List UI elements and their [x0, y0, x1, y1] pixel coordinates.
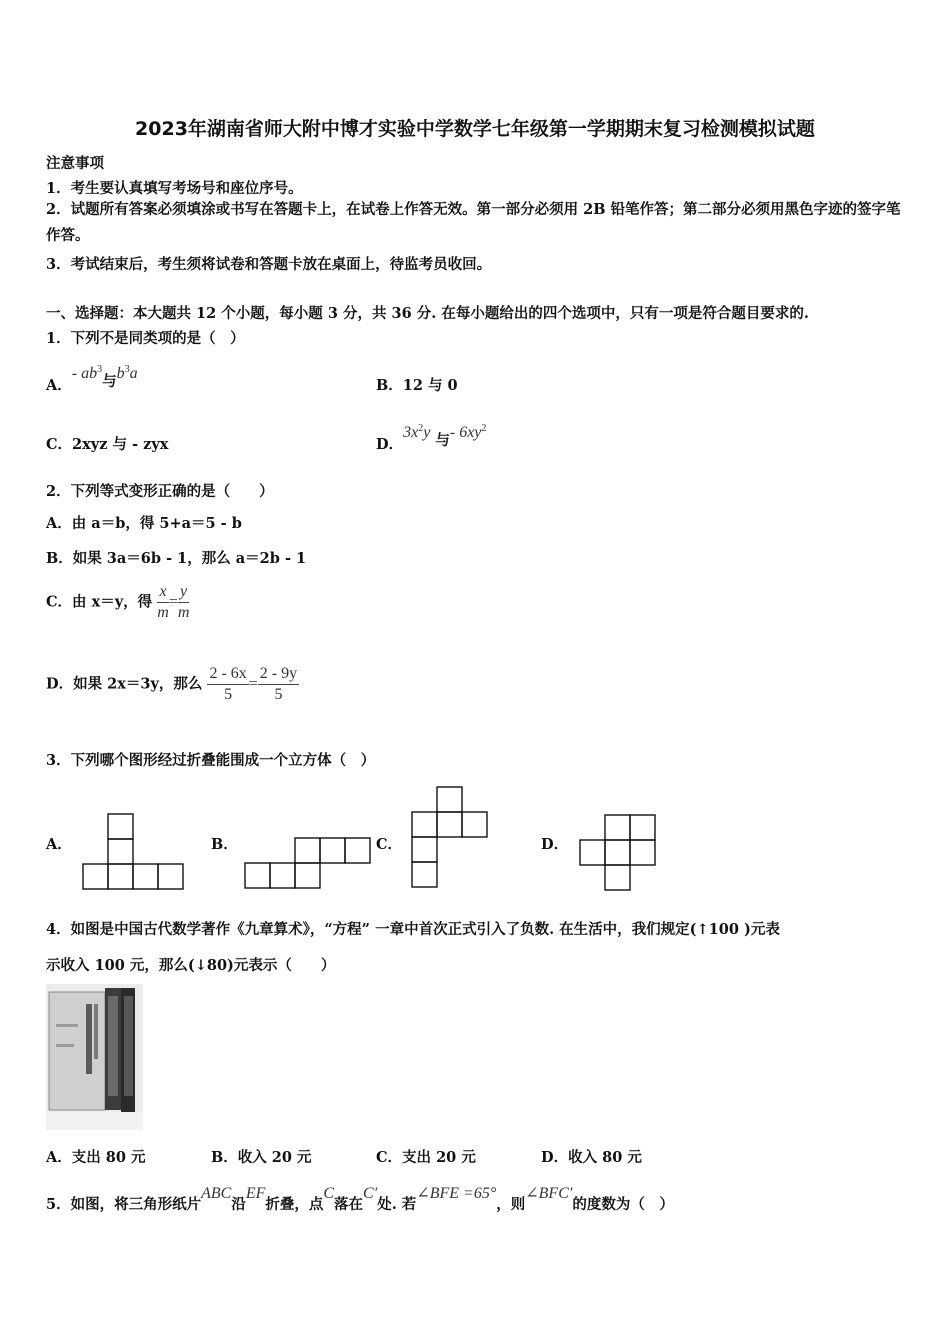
- math-term: C: [323, 1185, 335, 1202]
- math-term: ABC: [201, 1185, 232, 1202]
- connector-text: 与: [102, 373, 117, 390]
- book-photo: [46, 984, 143, 1130]
- q5-text: 的度数为（ ）: [572, 1196, 674, 1213]
- notice-heading: 注意事项: [46, 155, 104, 172]
- q5-text: 落在: [334, 1196, 364, 1213]
- q1-stem: 1．下列不是同类项的是（ ）: [46, 330, 245, 347]
- numerator: x: [157, 582, 169, 603]
- notice-item: 1．考生要认真填写考场号和座位序号。: [46, 180, 303, 197]
- cube-net-c[interactable]: [411, 786, 491, 890]
- denominator: m: [157, 604, 169, 621]
- book-illustration: [46, 984, 143, 1130]
- option-label: D．: [376, 436, 404, 453]
- q4-option-a[interactable]: A．支出 80 元: [46, 1149, 146, 1166]
- math-term: - 6xy: [449, 424, 482, 441]
- numerator: 2 - 6x: [207, 664, 248, 685]
- fraction: [178, 582, 190, 623]
- math-term: b: [116, 365, 125, 382]
- q3-stem: 3．下列哪个图形经过折叠能围成一个立方体（ ）: [46, 752, 376, 769]
- q5-text: 折叠，点: [265, 1196, 324, 1213]
- option-label: C．由 x＝y，得: [46, 593, 153, 611]
- math-term: - ab: [71, 365, 98, 382]
- fraction: [157, 582, 169, 623]
- cube-net-b[interactable]: [244, 837, 374, 891]
- denominator: 5: [224, 686, 233, 703]
- denominator: 5: [274, 686, 283, 703]
- q5-stem: [46, 1182, 674, 1213]
- math-term: 3x: [403, 424, 419, 441]
- q5-text: ，则: [496, 1196, 526, 1213]
- q5-text: 5．如图，将三角形纸片: [46, 1196, 202, 1213]
- q3-option-d-label[interactable]: D．: [541, 836, 569, 853]
- exponent: 2: [418, 423, 424, 435]
- q1-option-c[interactable]: C．2xyz 与 - zyx: [46, 436, 169, 453]
- exponent: 3: [97, 364, 103, 376]
- q3-option-c-label[interactable]: C．: [376, 836, 403, 853]
- equals-sign: =: [248, 675, 258, 693]
- notice-item: 3．考试结束后，考生须将试卷和答题卡放在桌面上，待监考员收回。: [46, 256, 492, 273]
- equals-sign: =: [168, 593, 178, 611]
- math-term: a: [129, 365, 138, 382]
- numerator: 2 - 9y: [258, 664, 299, 685]
- q2-stem: 2．下列等式变形正确的是（ ）: [46, 483, 274, 500]
- option-label: D．如果 2x＝3y，那么: [46, 675, 203, 693]
- q5-text: 沿: [231, 1196, 246, 1213]
- section-heading: 一、选择题：本大题共 12 个小题，每小题 3 分，共 36 分. 在每小题给出的四个选项中，只有一项是符合题目要求的.: [46, 305, 809, 322]
- cube-net-a[interactable]: [82, 813, 186, 891]
- q1-option-b[interactable]: B．12 与 0: [376, 377, 458, 394]
- q2-option-b[interactable]: B．如果 3a＝6b - 1，那么 a＝2b - 1: [46, 550, 307, 567]
- math-term: EF: [245, 1185, 266, 1202]
- q4-option-b[interactable]: B．收入 20 元: [211, 1149, 312, 1166]
- q2-option-d[interactable]: [46, 664, 299, 705]
- math-term: ∠BFC′: [525, 1185, 573, 1202]
- connector-text: 与: [435, 432, 450, 449]
- option-label: A．: [46, 377, 72, 394]
- denominator: m: [177, 604, 190, 621]
- q3-option-a-label[interactable]: A．: [46, 836, 72, 853]
- page-title: 2023年湖南省师大附中博才实验中学数学七年级第一学期期末复习检测模拟试题: [135, 118, 815, 140]
- numerator: y: [178, 582, 190, 603]
- q4-stem-line2: 示收入 100 元，那么(↓80)元表示（ ）: [46, 957, 336, 974]
- exponent: 2: [481, 423, 487, 435]
- exponent: 3: [124, 364, 130, 376]
- q2-option-c[interactable]: [46, 582, 189, 623]
- fraction: [258, 664, 299, 705]
- q4-option-d[interactable]: D．收入 80 元: [541, 1149, 642, 1166]
- math-term: C′: [363, 1185, 378, 1202]
- q2-option-a[interactable]: A．由 a＝b，得 5+a＝5 - b: [46, 515, 242, 532]
- q1-option-a[interactable]: [46, 362, 138, 394]
- q4-option-c[interactable]: C．支出 20 元: [376, 1149, 476, 1166]
- math-term: ∠BFE =65°: [416, 1185, 497, 1202]
- q5-text: 处. 若: [377, 1196, 417, 1213]
- fraction: [207, 664, 248, 705]
- cube-net-d[interactable]: [579, 814, 659, 892]
- q4-stem-line1: 4．如图是中国古代数学著作《九章算术》，“方程” 一章中首次正式引入了负数. 在生活中，我们规定(↑100 )元表: [46, 921, 780, 938]
- q1-option-d[interactable]: [376, 421, 487, 453]
- math-term: y: [423, 424, 431, 441]
- notice-item: 2．试题所有答案必须填涂或书写在答题卡上，在试卷上作答无效。第一部分必须用 2B 铅笔作答；第二部分必须用黑色字迹的签字笔作答。: [46, 201, 901, 244]
- q3-option-b-label[interactable]: B．: [211, 836, 238, 853]
